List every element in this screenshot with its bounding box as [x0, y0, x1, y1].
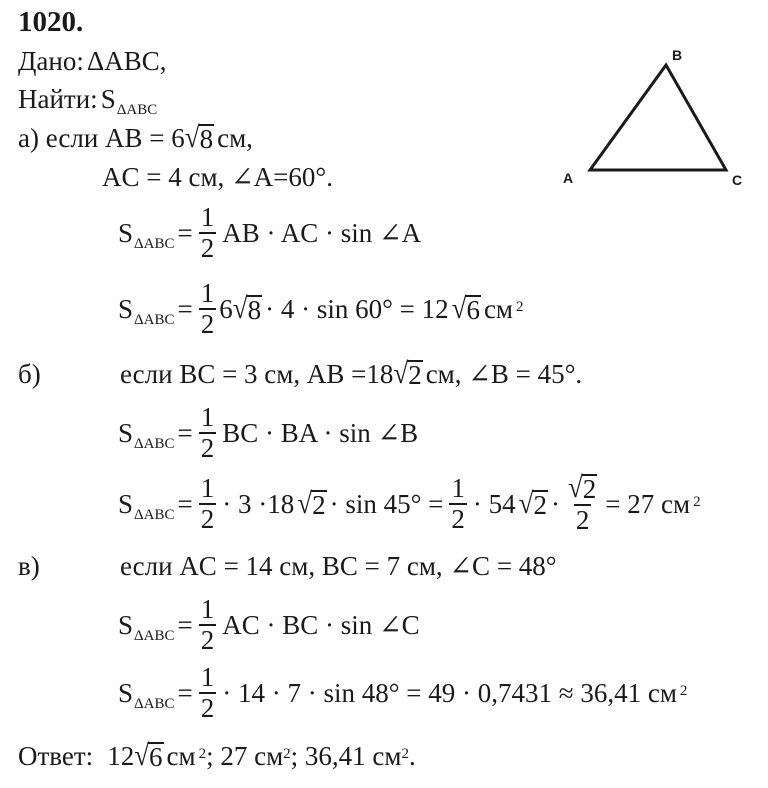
- part-a-formula-2: S $_{\Delta ABC}$ = $\frac{1}{2}$ 6 √ 8 · 4 · sin 60° = 12 √ 6 см $^2$: [118, 278, 524, 339]
- part-b-condition: б) если BC = 3 см, AB =18 √ 2 см, ∠B = 45°.: [18, 356, 583, 390]
- fraction-one-half: $\frac{1}{2}$: [200, 402, 215, 463]
- part-a-cond1-suffix: см,: [217, 123, 253, 153]
- part-c-condition: в) если AC = 14 см, BC = 7 см, ∠C = 48°: [18, 551, 557, 581]
- part-c-formula-1: S $_{\Delta ABC}$ = $\frac{1}{2}$ AC · BC · sin ∠C: [118, 594, 420, 655]
- fraction-one-half: $\frac{1}{2}$: [200, 473, 215, 534]
- part-a-condition-1: [18, 120, 256, 154]
- part-a-formula-1: S $_{\Delta ABC}$ = $\frac{1}{2}$ AB · AC · sin ∠A: [118, 202, 422, 263]
- fraction-one-half: $\frac{1}{2}$: [200, 594, 215, 655]
- sqrt-6: √ 6: [451, 290, 480, 325]
- find-line: [18, 84, 160, 118]
- part-a-condition-2: [102, 164, 333, 191]
- area-symbol: S $_{\Delta ABC}$: [118, 609, 175, 644]
- vertex-a-label: A: [563, 170, 574, 186]
- sqrt-2: √ 2: [518, 485, 547, 520]
- sqrt-8: √ 8: [184, 120, 214, 154]
- given-line: [18, 48, 170, 75]
- sqrt-2: √ 2: [393, 356, 422, 390]
- area-symbol: S $_{\Delta ABC}$: [118, 217, 175, 252]
- part-b-formula-1: S $_{\Delta ABC}$ = $\frac{1}{2}$ BC · BA · sin ∠B: [118, 402, 419, 463]
- sqrt-8: √ 8: [232, 290, 262, 325]
- sqrt-2: √ 2: [297, 485, 326, 520]
- answer-line: Ответ: 12 √ 6 см $^2$ ; 27 см $^2$ ; 36,41 см $^2$ .: [18, 738, 416, 772]
- part-b-label: б): [18, 359, 41, 389]
- area-symbol: S $_{\Delta ABC}$: [118, 488, 175, 523]
- part-b-formula-2: S $_{\Delta ABC}$ = $\frac{1}{2}$ · 3 ·18 √ 2 · sin 45° = $\frac{1}{2}$ · 54 √ 2 · √ 2 2 = 27 см $^2$: [118, 470, 701, 535]
- fraction-sqrt2-over-2: √ 2 2: [567, 470, 597, 535]
- given-value: ΔABC,: [86, 46, 167, 76]
- answer-label: Ответ:: [18, 741, 94, 771]
- part-c-formula-2: S $_{\Delta ABC}$ = $\frac{1}{2}$ · 14 · 7 · sin 48° = 49 · 0,7431 ≈ 36,41 см $^2$: [118, 662, 688, 723]
- fraction-one-half: $\frac{1}{2}$: [200, 662, 215, 723]
- part-a-formula-1-text: AB · AC · sin ∠A: [222, 217, 422, 248]
- fraction-one-half: $\frac{1}{2}$: [200, 278, 215, 339]
- fraction-one-half: $\frac{1}{2}$: [451, 473, 465, 534]
- find-area-symbol: S $_{\Delta ABC}$: [100, 84, 158, 118]
- fraction-one-half: $\frac{1}{2}$: [200, 202, 215, 263]
- area-symbol: S $_{\Delta ABC}$: [118, 677, 175, 712]
- triangle-diagram: [548, 40, 758, 190]
- vertex-c-label: C: [732, 172, 743, 188]
- part-a-cond1-prefix: а) если AB = 6: [18, 123, 185, 153]
- given-label: Дано:: [18, 46, 84, 76]
- find-label: Найти:: [18, 84, 98, 114]
- part-a-cond2-text: AC = 4 см, ∠A=60°.: [102, 162, 333, 192]
- problem-number-text: 1020.: [18, 6, 84, 38]
- vertex-b-label: B: [672, 47, 683, 63]
- triangle-abc: [590, 65, 726, 170]
- sqrt-6: √ 6: [134, 738, 163, 772]
- part-c-label: в): [18, 551, 40, 581]
- area-symbol: S $_{\Delta ABC}$: [118, 417, 175, 452]
- area-symbol: S $_{\Delta ABC}$: [118, 293, 175, 328]
- problem-number: [18, 8, 83, 37]
